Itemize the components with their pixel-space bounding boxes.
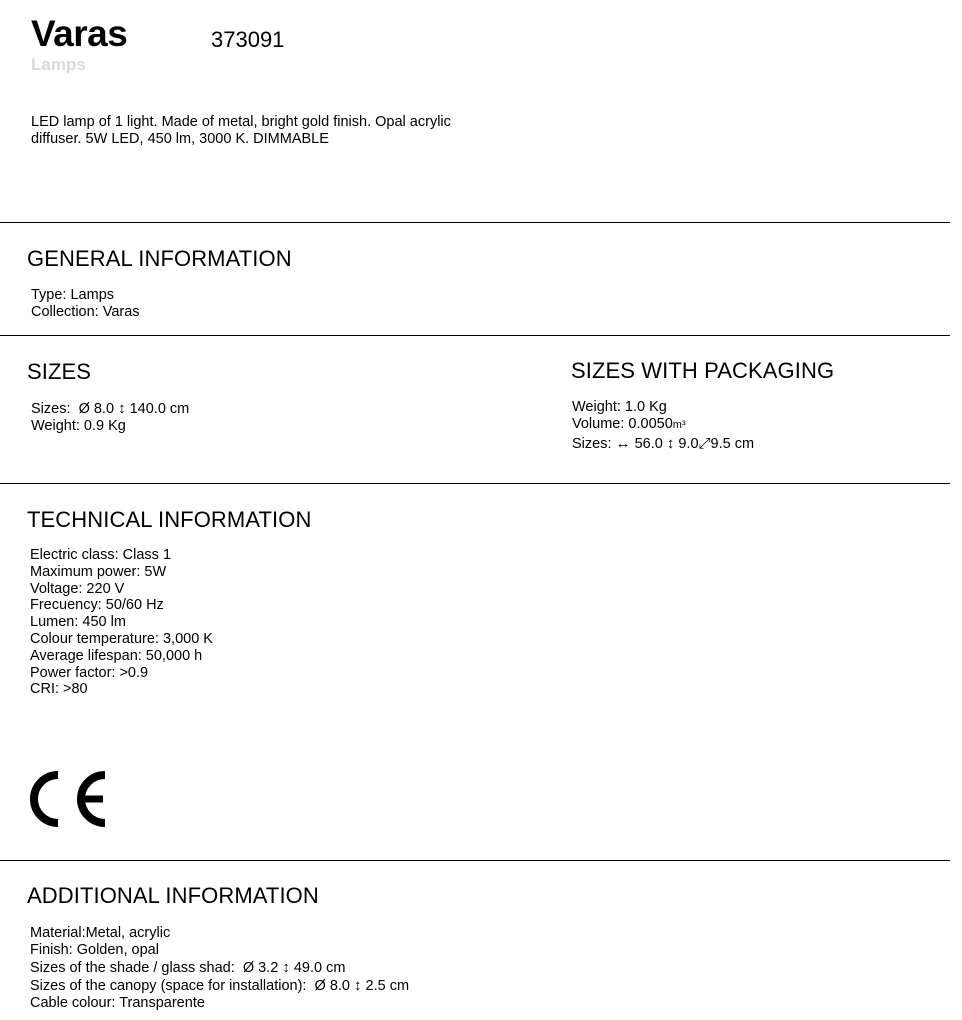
packaging-depth: 9.5 cm [710, 436, 755, 452]
section-divider [0, 222, 950, 223]
ce-mark-icon [27, 766, 109, 832]
tech-voltage: Voltage: 220 V [30, 580, 125, 597]
additional-cable-colour: Cable colour: Transparente [30, 995, 205, 1011]
tech-frequency: Frecuency: 50/60 Hz [30, 597, 164, 614]
sizes-height: 140.0 cm [129, 401, 190, 417]
sizes-diameter: Ø 8.0 [78, 401, 115, 417]
canopy-height: 2.5 cm [365, 978, 410, 994]
product-category: Lamps [31, 55, 86, 74]
packaging-volume [572, 416, 754, 434]
canopy-label: Sizes of the canopy (space for installation): [30, 978, 307, 994]
additional-material: Material:Metal, acrylic [30, 925, 171, 941]
vertical-arrow-icon: ↕ [118, 400, 126, 417]
packaging-list [572, 399, 754, 453]
product-description: LED lamp of 1 light. Made of metal, bright gold finish. Opal acrylic diffuser. 5W LED, 450 lm, 3000 K. DIMMABLE [31, 114, 451, 147]
section-divider [0, 860, 950, 861]
additional-finish: Finish: Golden, opal [30, 942, 159, 958]
tech-max-power: Maximum power: 5W [30, 563, 167, 580]
general-info-list [31, 287, 140, 321]
vertical-arrow-icon: ↕ [666, 435, 675, 452]
section-divider [0, 483, 950, 484]
technical-info-list [30, 547, 213, 698]
packaging-volume-value: Volume: 0.0050 [572, 416, 673, 432]
sizes-label: Sizes: [31, 401, 71, 417]
packaging-sizes-label: Sizes: [572, 436, 612, 452]
tech-electric-class: Electric class: Class 1 [30, 547, 172, 563]
sizes-heading: SIZES [27, 359, 92, 384]
tech-power-factor: Power factor: >0.9 [30, 664, 149, 681]
packaging-weight: Weight: 1.0 Kg [572, 399, 667, 415]
diagonal-arrow-icon: ⤢ [698, 435, 711, 452]
section-divider [0, 335, 950, 336]
tech-lumen: Lumen: 450 lm [30, 614, 126, 631]
horizontal-arrow-icon: ↔ [615, 435, 631, 452]
packaging-width: 56.0 [634, 436, 663, 452]
packaging-height: 9.0 [678, 436, 699, 452]
shade-diameter: Ø 3.2 [242, 960, 279, 976]
additional-shade-size [30, 960, 409, 977]
general-type: Type: Lamps [31, 287, 115, 303]
general-info-heading: GENERAL INFORMATION [27, 246, 292, 271]
packaging-heading: SIZES WITH PACKAGING [571, 358, 835, 383]
additional-info-heading: ADDITIONAL INFORMATION [27, 883, 319, 908]
vertical-arrow-icon: ↕ [282, 959, 290, 976]
sizes-weight: Weight: 0.9 Kg [31, 418, 126, 434]
product-code: 373091 [211, 27, 285, 52]
sizes-list [31, 401, 189, 435]
product-title: Varas [31, 13, 128, 54]
tech-colour-temperature: Colour temperature: 3,000 K [30, 630, 213, 647]
packaging-volume-unit: m³ [672, 419, 686, 431]
canopy-diameter: Ø 8.0 [314, 978, 350, 994]
sizes-dimensions [31, 401, 189, 418]
shade-height: 49.0 cm [293, 960, 346, 976]
vertical-arrow-icon: ↕ [354, 977, 362, 994]
general-collection: Collection: Varas [31, 304, 140, 320]
packaging-dimensions [572, 436, 754, 453]
shade-label: Sizes of the shade / glass shad: [30, 960, 235, 976]
additional-canopy-size [30, 978, 409, 995]
additional-info-list [30, 925, 409, 1012]
technical-info-heading: TECHNICAL INFORMATION [27, 507, 312, 532]
tech-cri: CRI: >80 [30, 681, 88, 698]
tech-average-lifespan: Average lifespan: 50,000 h [30, 647, 203, 664]
